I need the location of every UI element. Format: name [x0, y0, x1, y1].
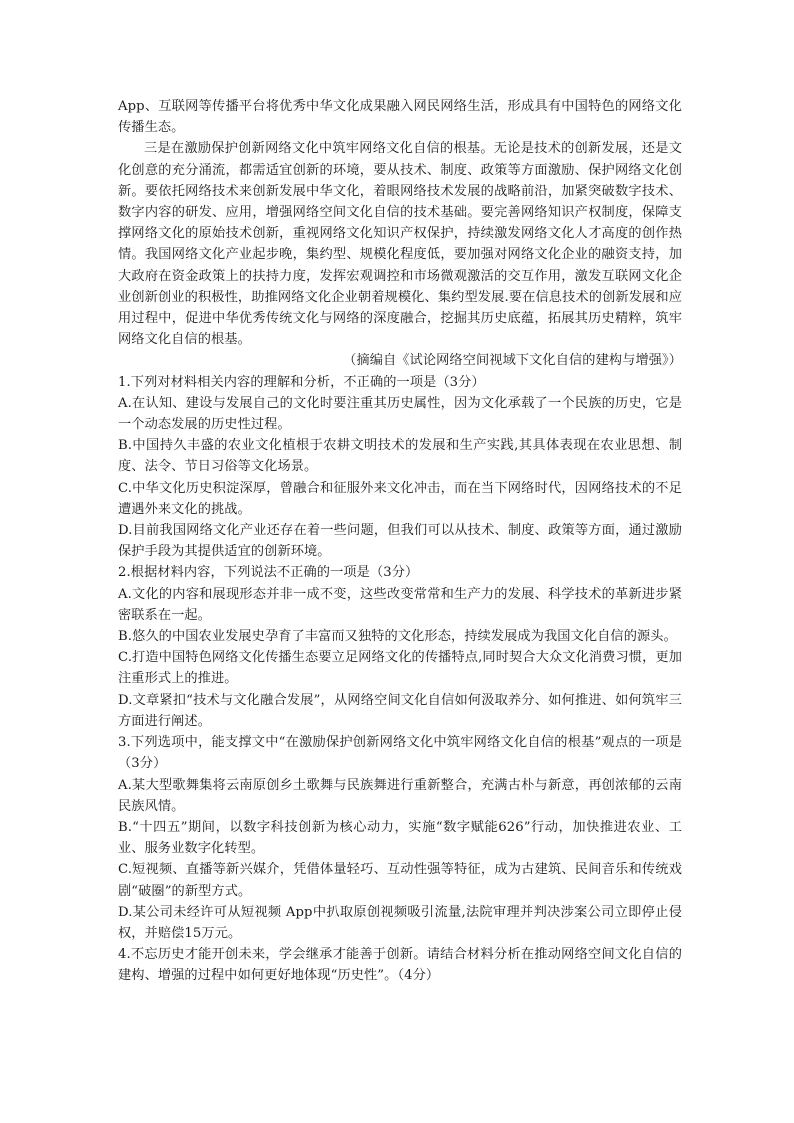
option-c: C.中华文化历史积淀深厚，曾融合和征服外来文化冲击，而在当下网络时代，因网络技术的不足遭遇外来文化的挑战。	[118, 480, 682, 517]
question-2	[118, 562, 682, 732]
document-page	[118, 96, 682, 987]
option-d: D.目前我国网络文化产业还存在着一些问题，但我们可以从技术、制度、政策等方面，通过激励保护手段为其提供适宜的创新环境。	[118, 523, 682, 560]
option-a: A.在认知、建设与发展自己的文化时要注重其历史属性，因为文化承载了一个民族的历史，它是一个动态发展的历史性过程。	[118, 395, 682, 433]
option-d: D.文章紧扣“技术与文化融合发展”，从网络空间文化自信如何汲取养分、如何推进、如何筑牢三方面进行阐述。	[118, 692, 682, 729]
question-4	[118, 944, 682, 986]
question-stem: 4.不忘历史才能开创未来，学会继承才能善于创新。请结合材料分析在推动网络空间文化自信的建构、增强的过程中如何更好地体现“历史性”。（4分）	[118, 947, 682, 984]
paragraph-continuation: App、互联网等传播平台将优秀中华文化成果融入网民网络生活，形成具有中国特色的网络文化传播生态。	[118, 99, 682, 136]
question-1	[118, 372, 682, 563]
option-b: B.“十四五”期间，以数字科技创新为核心动力，实施“数字赋能626”行动，加快推进农业、工业、服务业数字化转型。	[118, 819, 682, 857]
option-b: B.中国持久丰盛的农业文化植根于农耕文明技术的发展和生产实践,其具体表现在农业思想、制度、法令、节日习俗等文化场景。	[118, 438, 682, 475]
source-citation: （摘编自《试论网络空间视域下文化自信的建构与增强》）	[343, 353, 682, 369]
question-3	[118, 732, 682, 944]
option-a: A.文化的内容和展现形态并非一成不变，这些改变常常和生产力的发展、科学技术的革新进步紧密联系在一起。	[118, 586, 682, 623]
option-a: A.某大型歌舞集将云南原创乡土歌舞与民族舞进行重新整合，充满古朴与新意，再创浓郁的云南民族风情。	[118, 777, 682, 814]
question-stem: 3.下列选项中，能支撑文中“在激励保护创新网络文化中筑牢网络文化自信的根基”观点的一项是（3分）	[118, 735, 682, 772]
paragraph-point-three: 三是在激励保护创新网络文化中筑牢网络文化自信的根基。无论是技术的创新发展，还是文化创意的充分涌流，都需适宜创新的环境，要从技术、制度、政策等方面激励、保护网络文化创新。要依托网络技术来创新发展中华文化，着眼网络技术发展的战略前沿，加紧突破数字技术、数字内容的研发、应用，增强网络空间文化自信的技术基础。要完善网络知识产权制度，保障支撑网络文化的原始技术创新，重视网络文化知识产权保护，持续激发网络文化人才高度的创作热情。我国网络文化产业起步晚，集约型、规模化程度低，要加强对网络文化企业的融资支持，加大政府在资金政策上的扶持力度，发挥宏观调控和市场微观激活的交互作用，激发互联网文化企业创新创业的积极性，助推网络文化企业朝着规模化、集约型发展.要在信息技术的创新发展和应用过程中，促进中华优秀传统文化与网络的深度融合，挖掘其历史底蕴，拓展其历史精粹，筑牢网络文化自信的根基。	[118, 141, 682, 348]
option-b: B.悠久的中国农业发展史孕育了丰富而又独特的文化形态，持续发展成为我国文化自信的源头。	[118, 629, 677, 645]
option-c: C.打造中国特色网络文化传播生态要立足网络文化的传播特点,同时契合大众文化消费习惯，更加注重形式上的推进。	[118, 650, 682, 687]
question-stem: 1.下列对材料相关内容的理解和分析，不正确的一项是（3分）	[118, 374, 485, 390]
option-c: C.短视频、直播等新兴媒介，凭借体量轻巧、互动性强等特征，成为古建筑、民间音乐和传统戏剧“破圈”的新型方式。	[118, 862, 682, 899]
question-stem: 2.根据材料内容，下列说法不正确的一项是（3分）	[118, 565, 419, 581]
option-d: D.某公司未经许可从短视频 App中扒取原创视频吸引流量,法院审理并判决涉案公司立即停止侵权，并赔偿15万元。	[118, 904, 682, 941]
